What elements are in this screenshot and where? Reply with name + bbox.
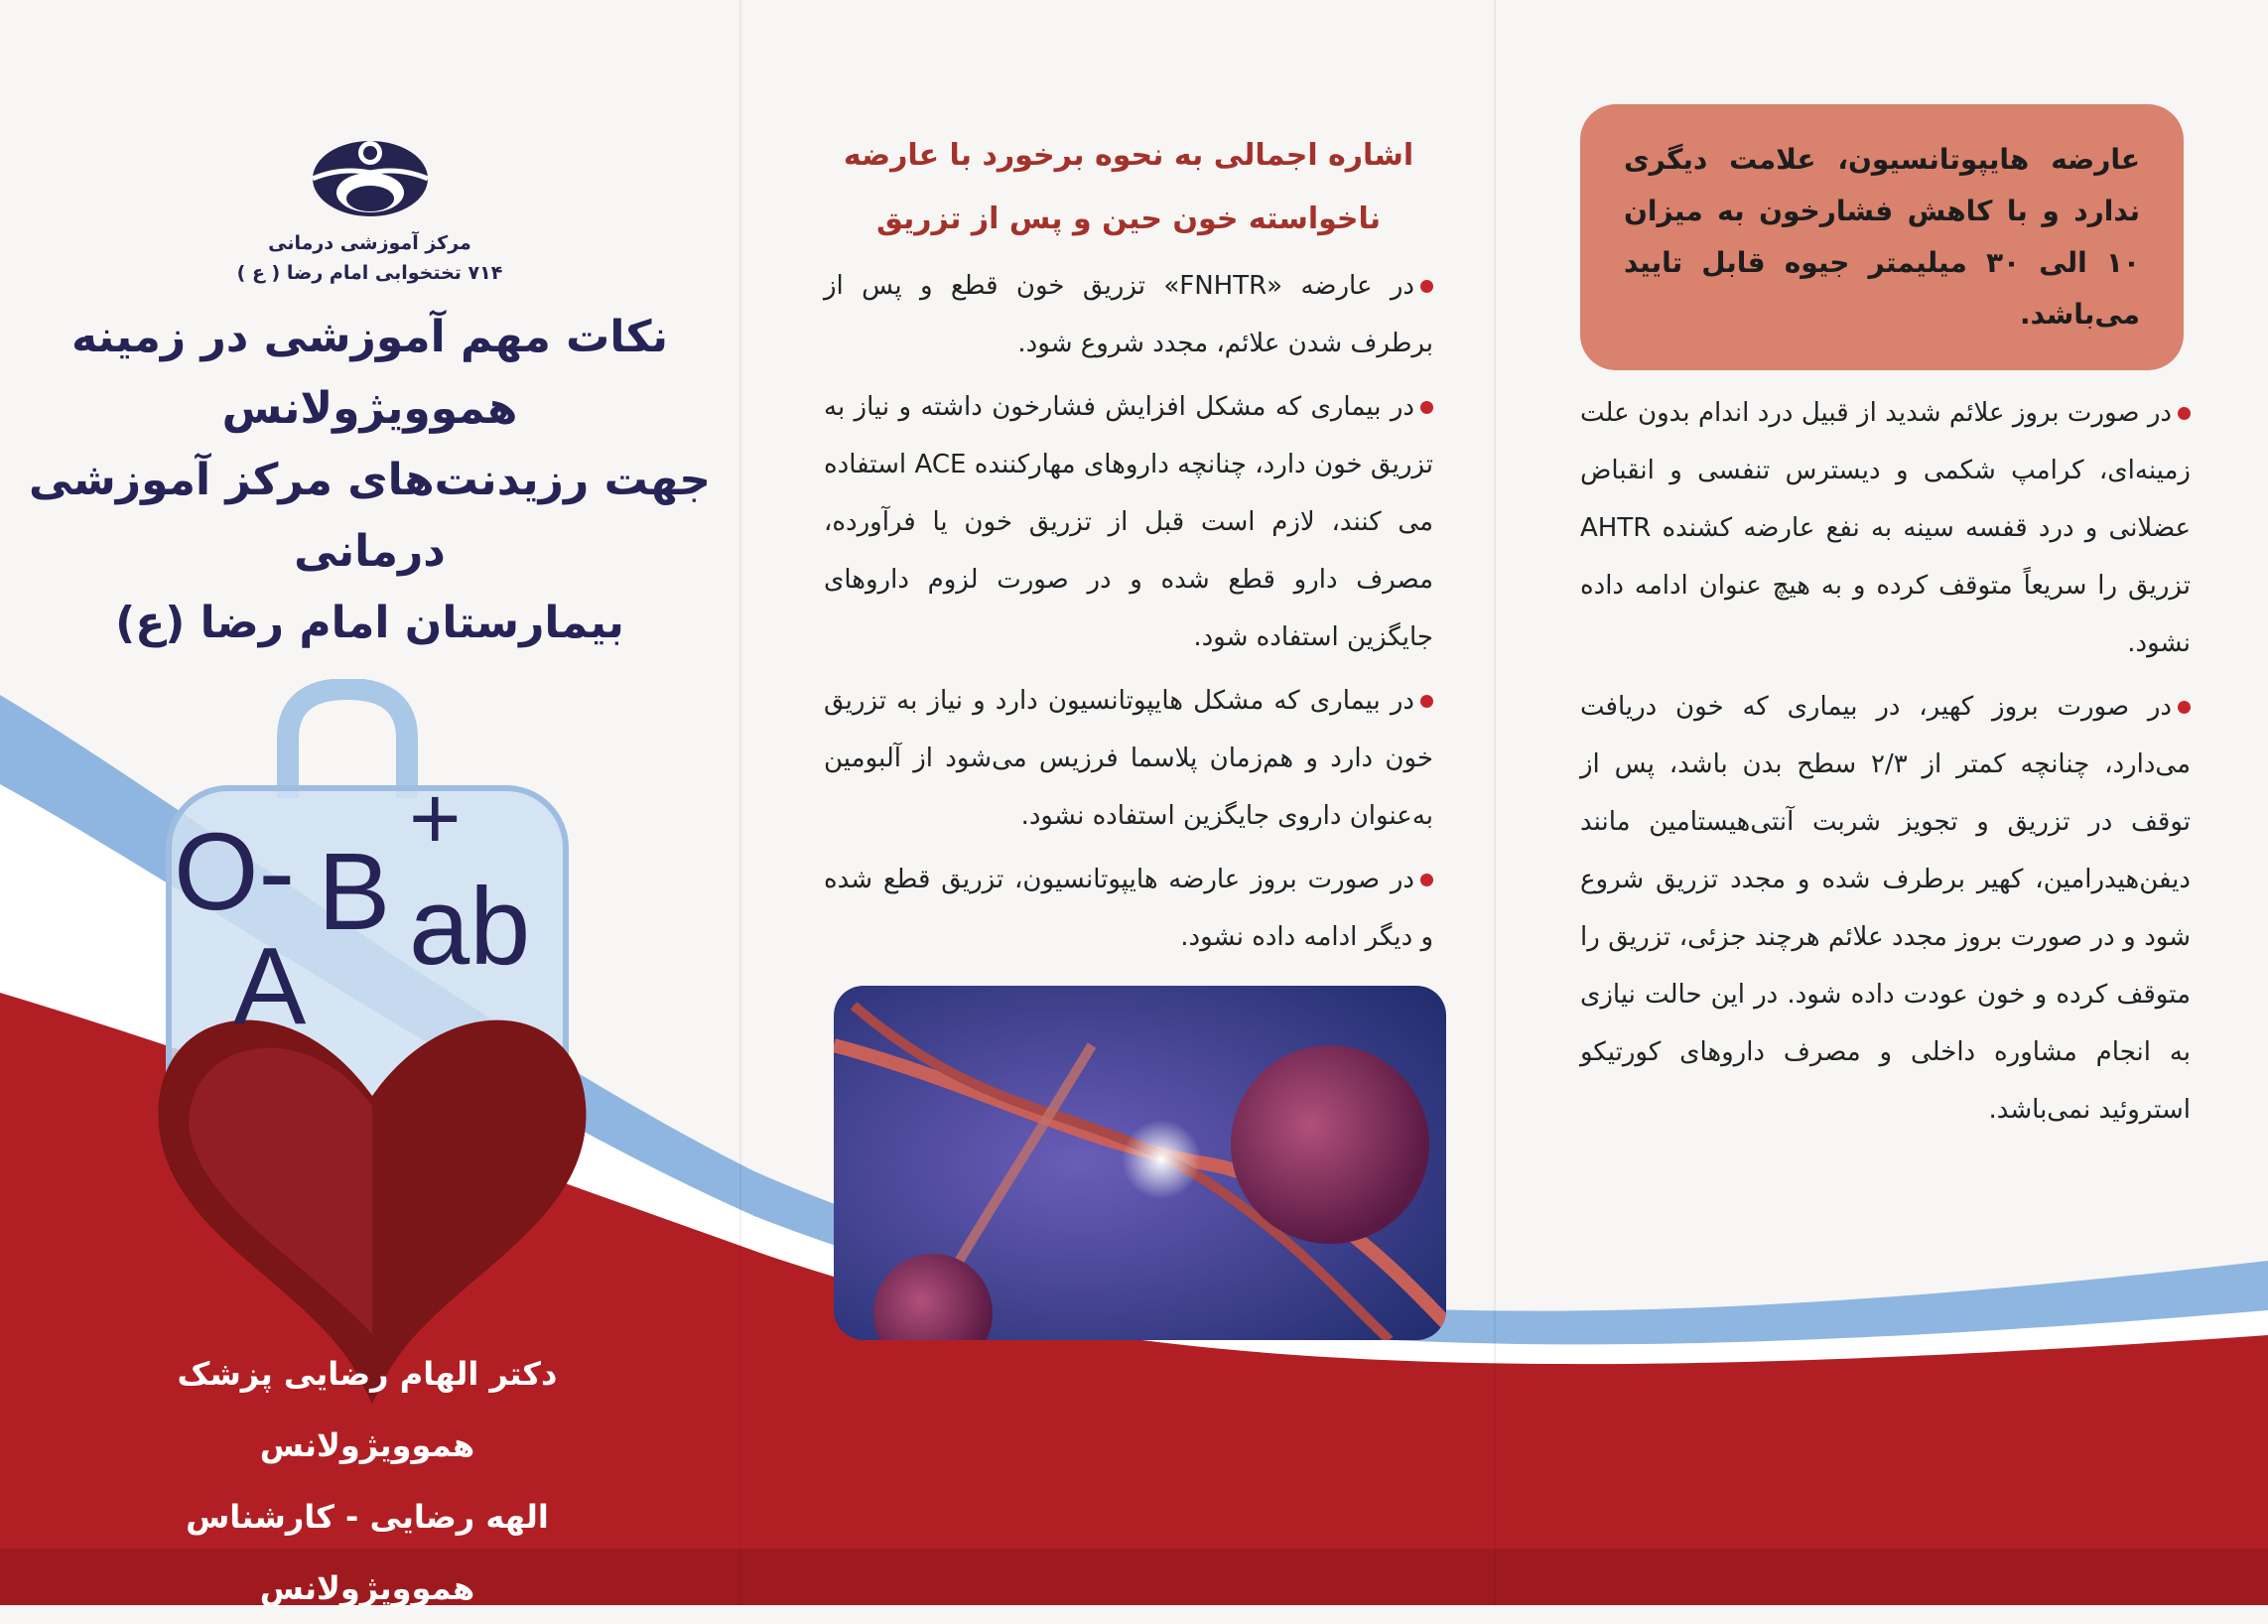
bullet-text: در صورت بروز کهیر، در بیماری که خون دریافت می‌دارد، چنانچه کمتر از ۲/۳ سطح بدن باشد، پس از توقف در تزریق و تجویز شربت آنتی‌هیستامین مانند دیفن‌هیدرامین، کهیر برطرف شده و مجدد تزریق شروع شود و در صورت بروز مجدد علائم هرچند جزئی، تزریق را متوقف کرده و خون عودت داده شود. در این حالت نیازی به انجام مشاوره داخلی و مصرف داروهای کورتیکو استروئید نمی‌باشد. bbox=[1580, 692, 2191, 1125]
bullet-text: در بیماری که مشکل افزایش فشارخون داشته و نیاز به تزریق خون دارد، چنانچه داروهای مهارکننده ACE استفاده می کنند، لازم است قبل از تزریق خون یا فرآورده، مصرف دارو قطع شده و در صورت لزوم داروهای جایگزین استفاده شود. bbox=[824, 392, 1433, 652]
blood-type-o-neg: O- bbox=[174, 811, 296, 933]
brochure-title bbox=[20, 302, 720, 659]
heading-line: اشاره اجمالی به نحوه برخورد با عارضه bbox=[843, 138, 1414, 173]
bullet-dot-icon bbox=[1420, 695, 1433, 708]
org-line-2: ۷۱۴ تختخوابی امام رضا ( ع ) bbox=[236, 262, 503, 284]
blood-type-b: B bbox=[318, 831, 391, 953]
bullet-text: در صورت بروز علائم شدید از قبیل درد اندام بدون علت زمینه‌ای، کرامپ شکمی و دیسترس تنفسی و انقباض عضلانی و درد قفسه سینه به نفع عارضه کشنده AHTR تزریق را سریعاً متوقف کرده و به هیچ عنوان ادامه داده نشود. bbox=[1580, 398, 2191, 658]
hypotension-callout: عارضه هایپوتانسیون، علامت دیگری ندارد و با کاهش فشارخون به میزان ۱۰ الی ۳۰ میلیمتر جیوه قابل تایید می‌باشد. bbox=[1580, 104, 2184, 370]
bullet-item bbox=[824, 672, 1433, 845]
bullet-dot-icon bbox=[1420, 280, 1433, 293]
blood-type-plus: + bbox=[409, 769, 462, 869]
middle-bullets bbox=[824, 257, 1433, 966]
heading-line: ناخواسته خون حین و پس از تزریق bbox=[875, 202, 1382, 236]
middle-panel bbox=[824, 124, 1433, 1340]
author-line: الهه رضایی - کارشناس هموویژولانس bbox=[186, 1498, 549, 1607]
section-heading bbox=[824, 124, 1433, 251]
bullet-item bbox=[1580, 384, 2191, 672]
author-line: دکتر الهام رضایی پزشک هموویژولانس bbox=[177, 1355, 558, 1464]
bullet-dot-icon bbox=[2178, 407, 2191, 420]
fold-line bbox=[1494, 0, 1496, 1605]
bullet-item bbox=[824, 851, 1433, 966]
bullet-text: در عارضه «FNHTR» تزریق خون قطع و پس از برطرف شدن علائم، مجدد شروع شود. bbox=[824, 271, 1433, 358]
bullet-item bbox=[824, 378, 1433, 666]
blood-type-ab: ab bbox=[409, 866, 531, 988]
bullet-dot-icon bbox=[1420, 401, 1433, 414]
title-line: نکات مهم آموزشی در زمینه هموویژولانس bbox=[70, 312, 669, 434]
blood-bag-illustration bbox=[149, 679, 596, 1414]
bullet-item bbox=[824, 257, 1433, 372]
blood-bag-group bbox=[149, 679, 596, 1414]
blood-type-a: A bbox=[233, 925, 307, 1047]
authors bbox=[89, 1338, 645, 1624]
bullet-text: در بیماری که مشکل هایپوتانسیون دارد و نیاز به تزریق خون دارد و هم‌زمان پلاسما فرزیس می‌شود از آلبومین به‌عنوان داروی جایگزین استفاده نشود. bbox=[824, 686, 1433, 831]
title-line: بیمارستان امام رضا (ع) bbox=[115, 598, 624, 648]
organization-name bbox=[162, 228, 579, 288]
bullet-dot-icon bbox=[1420, 874, 1433, 886]
cover-panel bbox=[20, 137, 720, 1414]
title-line: جهت رزیدنت‌های مرکز آموزشی درمانی bbox=[29, 455, 711, 577]
dna-cell-image bbox=[834, 986, 1446, 1340]
bullet-text: در صورت بروز عارضه هایپوتانسیون، تزریق قطع شده و دیگر ادامه داده نشود. bbox=[824, 865, 1433, 952]
right-panel bbox=[1580, 104, 2196, 1145]
bullet-dot-icon bbox=[2178, 701, 2191, 714]
right-bullets bbox=[1580, 384, 2191, 1139]
org-line-1: مرکز آموزشی درمانی bbox=[268, 232, 471, 254]
hospital-logo bbox=[311, 137, 430, 216]
bullet-item bbox=[1580, 678, 2191, 1139]
fold-line bbox=[739, 0, 741, 1605]
